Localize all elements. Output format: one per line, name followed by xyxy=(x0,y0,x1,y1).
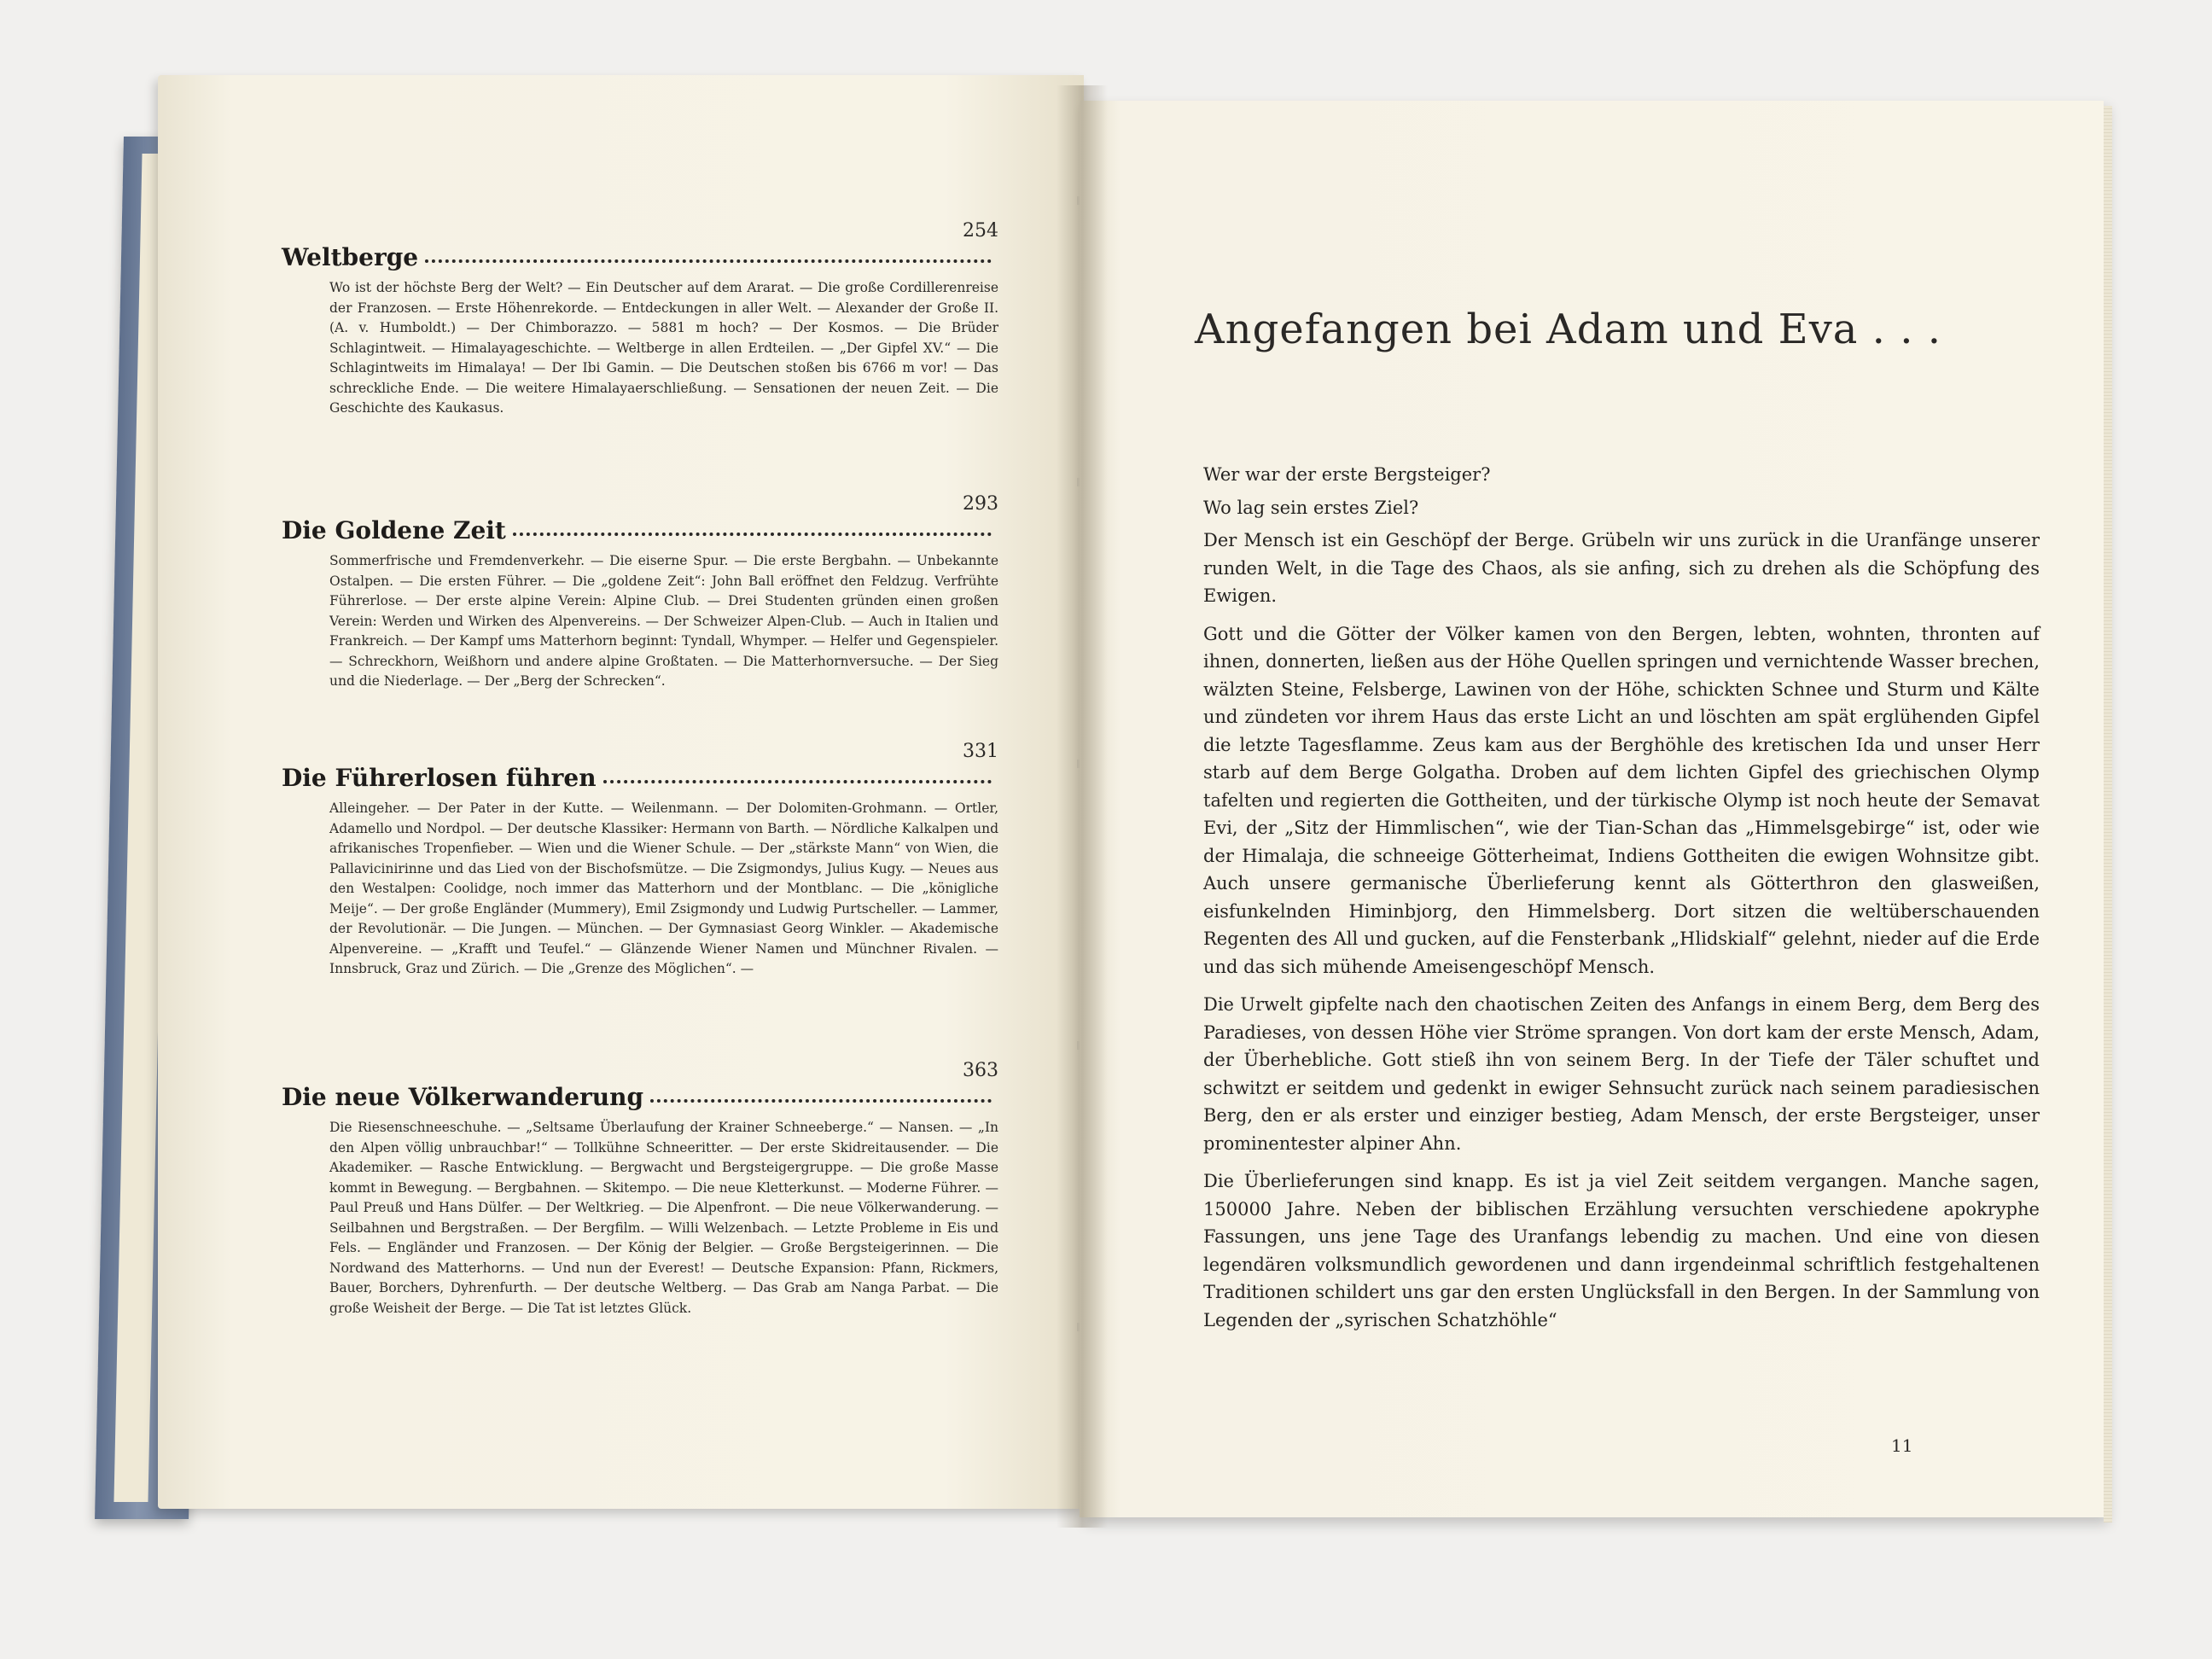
chapter-body xyxy=(1203,461,2040,1344)
dot-leader xyxy=(513,532,992,536)
binding-stitch xyxy=(1077,478,1080,486)
body-paragraph: Der Mensch ist ein Geschöpf der Berge. Grübeln wir uns zurück in die Uranfänge unserer runden Welt, in die Tage des Chaos, als sie anfing, sich zu drehen als die Schöpfung des Ewigen. xyxy=(1203,530,2040,606)
toc-heading xyxy=(282,220,998,271)
chapter-title: Angefangen bei Adam und Eva . . . xyxy=(1195,306,1941,353)
dot-leader xyxy=(650,1098,992,1103)
toc-page-number: 331 xyxy=(963,741,998,762)
binding-stitch xyxy=(1077,1041,1080,1050)
toc-page-number: 293 xyxy=(963,493,998,515)
page-number: 11 xyxy=(1891,1435,1913,1456)
toc-title: Die Führerlosen führen xyxy=(282,764,597,792)
binding-stitch xyxy=(1077,760,1080,768)
toc-entry xyxy=(282,1060,998,1318)
toc-page-number: 254 xyxy=(963,220,998,242)
toc-entry xyxy=(282,220,998,419)
body-paragraph: Die Überlieferungen sind knapp. Es ist ja viel Zeit seitdem vergangen. Manche sagen, 150000 Jahre. Neben der biblischen Erzählung versuchten verschiedene apokryphe Fassungen, uns jene Tage des Uranfangs lebendig zu machen. Und eine von diesen legendären volksmundlich gewordenen und dann irgendeinmal schriftlich festgehaltenen Traditionen schildert uns gar den ersten Unglücksfall in den Bergen. In der Sammlung von Legenden der „syrischen Schatzhöhle“ xyxy=(1203,1171,2040,1330)
dot-leader xyxy=(603,779,992,783)
toc-title: Weltberge xyxy=(282,243,419,271)
toc-summary: Alleingeher. — Der Pater in der Kutte. — Weilenmann. — Der Dolomiten-Grohmann. — Ortler, Adamello und Nordpol. — Der deutsche Klassiker: Hermann von Barth. — Nördliche Kalkalpen und afrikanisches Tropenfieber. — Wien und die Wiener Schule. — Der „stärkste Mann“ von Wien, die Pallavicinirinne und das Lied von der Bischofsmütze. — Die Zsigmondys, Julius Kugy. — Neues aus den Westalpen: Coolidge, noch immer das Matterhorn und der Montblanc. — Die „königliche Meije“. — Der große Engländer (Mummery), Emil Zsigmondy und Ludwig Purtscheller. — Lammer, der Revolutionär. — Die Jungen. — München. — Der Gymnasiast Georg Winkler. — Akademische Alpenvereine. — „Krafft und Teufel.“ — Glänzende Wiener Namen und Münchner Rivalen. — Innsbruck, Graz und Zürich. — Die „Grenze des Möglichen“. — xyxy=(329,800,998,976)
toc-heading xyxy=(282,741,998,792)
toc-summary: Wo ist der höchste Berg der Welt? — Ein Deutscher auf dem Ararat. — Die große Cordillerenreise der Franzosen. — Erste Höhenrekorde. — Entdeckungen in aller Welt. — Alexander der Große II. (A. v. Humboldt.) — Der Chimborazzo. — 5881 m hoch? — Der Kosmos. — Die Brüder Schlagintweit. — Himalayageschichte. — Weltberge in allen Erdteilen. — „Der Gipfel XV.“ — Die Schlagintweits im Himalaya! — Der Ibi Gamin. — Die Deutschen stoßen bis 6766 m vor! — Das schreckliche Ende. — Die weitere Himalayaerschließung. — Sensationen der neuen Zeit. — Die Geschichte des Kaukasus. xyxy=(329,280,998,416)
opening-question: Wer war der erste Bergsteiger? xyxy=(1203,464,1491,485)
body-paragraph: Die Urwelt gipfelte nach den chaotischen Zeiten des Anfangs in einem Berg, dem Berg des Paradieses, von dessen Höhe vier Ströme sprangen. Von dort kam der erste Mensch, Adam, der Überhebliche. Gott stieß ihn von seinem Berg. In der Tiefe der Täler schuftet und schwitzt er seitdem und gedenkt in ewiger Sehnsucht zurück nach seinem paradiesischen Berg, den er als erster und einziger bestieg, Adam Mensch, der erste Bergsteiger, unser prominentester alpiner Ahn. xyxy=(1203,994,2040,1154)
toc-heading xyxy=(282,1060,998,1111)
toc-summary: Sommerfrische und Fremdenverkehr. — Die eiserne Spur. — Die erste Bergbahn. — Unbekannte Ostalpen. — Die ersten Führer. — Die „goldene Zeit“: John Ball eröffnet den Feldzug. Verfrühte Führerlose. — Der erste alpine Verein: Alpine Club. — Drei Studenten gründen einen großen Verein: Werden und Wirken des Alpenvereins. — Der Schweizer Alpen-Club. — Auch in Italien und Frankreich. — Der Kampf ums Matterhorn beginnt: Tyndall, Whymper. — Helfer und Gegenspieler. — Schreckhorn, Weißhorn und andere alpine Großtaten. — Die Matterhornversuche. — Der Sieg und die Niederlage. — Der „Berg der Schrecken“. xyxy=(329,553,998,689)
toc-heading xyxy=(282,493,998,544)
opening-question: Wo lag sein erstes Ziel? xyxy=(1203,497,1419,518)
binding-stitch xyxy=(1077,1323,1080,1331)
toc-page-number: 363 xyxy=(963,1060,998,1081)
toc-entry xyxy=(282,741,998,980)
book-gutter xyxy=(1057,85,1108,1528)
binding-stitch xyxy=(1077,196,1080,205)
toc-title: Die neue Völkerwanderung xyxy=(282,1083,644,1111)
toc-summary: Die Riesenschneeschuhe. — „Seltsame Überlaufung der Krainer Schneeberge.“ — Nansen. — „In den Alpen völlig unbrauchbar!“ — Tollkühne Schneeritter. — Der erste Skidreitausender. — Die Akademiker. — Rasche Entwicklung. — Bergwacht und Bergsteigergruppe. — Die große Masse kommt in Bewegung. — Bergbahnen. — Skitempo. — Die neue Kletterkunst. — Moderne Führer. — Paul Preuß und Hans Dülfer. — Der Weltkrieg. — Die Alpenfront. — Die neue Völkerwanderung. — Seilbahnen und Bergstraßen. — Der Bergfilm. — Willi Welzenbach. — Letzte Probleme in Eis und Fels. — Engländer und Franzosen. — Der König der Belgier. — Große Bergsteigerinnen. — Die Nordwand des Matterhorns. — Und nun der Everest! — Deutsche Expansion: Pfann, Rickmers, Bauer, Borchers, Dyhrenfurth. — Der deutsche Weltberg. — Das Grab am Nanga Parbat. — Die große Weisheit der Berge. — Die Tat ist letztes Glück. xyxy=(329,1120,998,1316)
body-paragraph: Gott und die Götter der Völker kamen von den Bergen, lebten, wohnten, thronten auf ihnen, donnerten, ließen aus der Höhe Quellen springen und vernichtende Wasser brechen, wälzten Steine, Felsberge, Lawinen von der Höhe, schickten Schnee und Sturm und Kälte und zündeten vor ihrem Haus das erste Licht an und löschten am spät erglühenden Gipfel die letzte Tagesflamme. Zeus kam aus der Berghöhle des kretischen Ida und unser Herr starb auf dem Berge Golgatha. Droben auf dem lichten Gipfel des griechischen Olymp tafelten und regierten die Gottheiten, und der türkische Olymp ist noch heute der Semavat Evi, der „Sitz der Himmlischen“, wie der Tian-Schan das „Himmelsgebirge“ ist, oder wie der Himalaja, die schneeige Götterheimat, Indiens Gottheiten die ewigen Wohnsitze gibt. Auch unsere germanische Überlieferung kennt als Götterthron den glasweißen, eisfunkelnden Himinbjorg, den Himmelsberg. Dort sitzen die weltüberschauenden Regenten des All und gucken, auf die Fensterbank „Hlidskialf“ gelehnt, nieder auf die Erde und das sich mühende Ameisengeschöpf Mensch. xyxy=(1203,623,2040,977)
toc-title: Die Goldene Zeit xyxy=(282,516,506,544)
dot-leader xyxy=(425,259,992,263)
toc-entry xyxy=(282,493,998,692)
